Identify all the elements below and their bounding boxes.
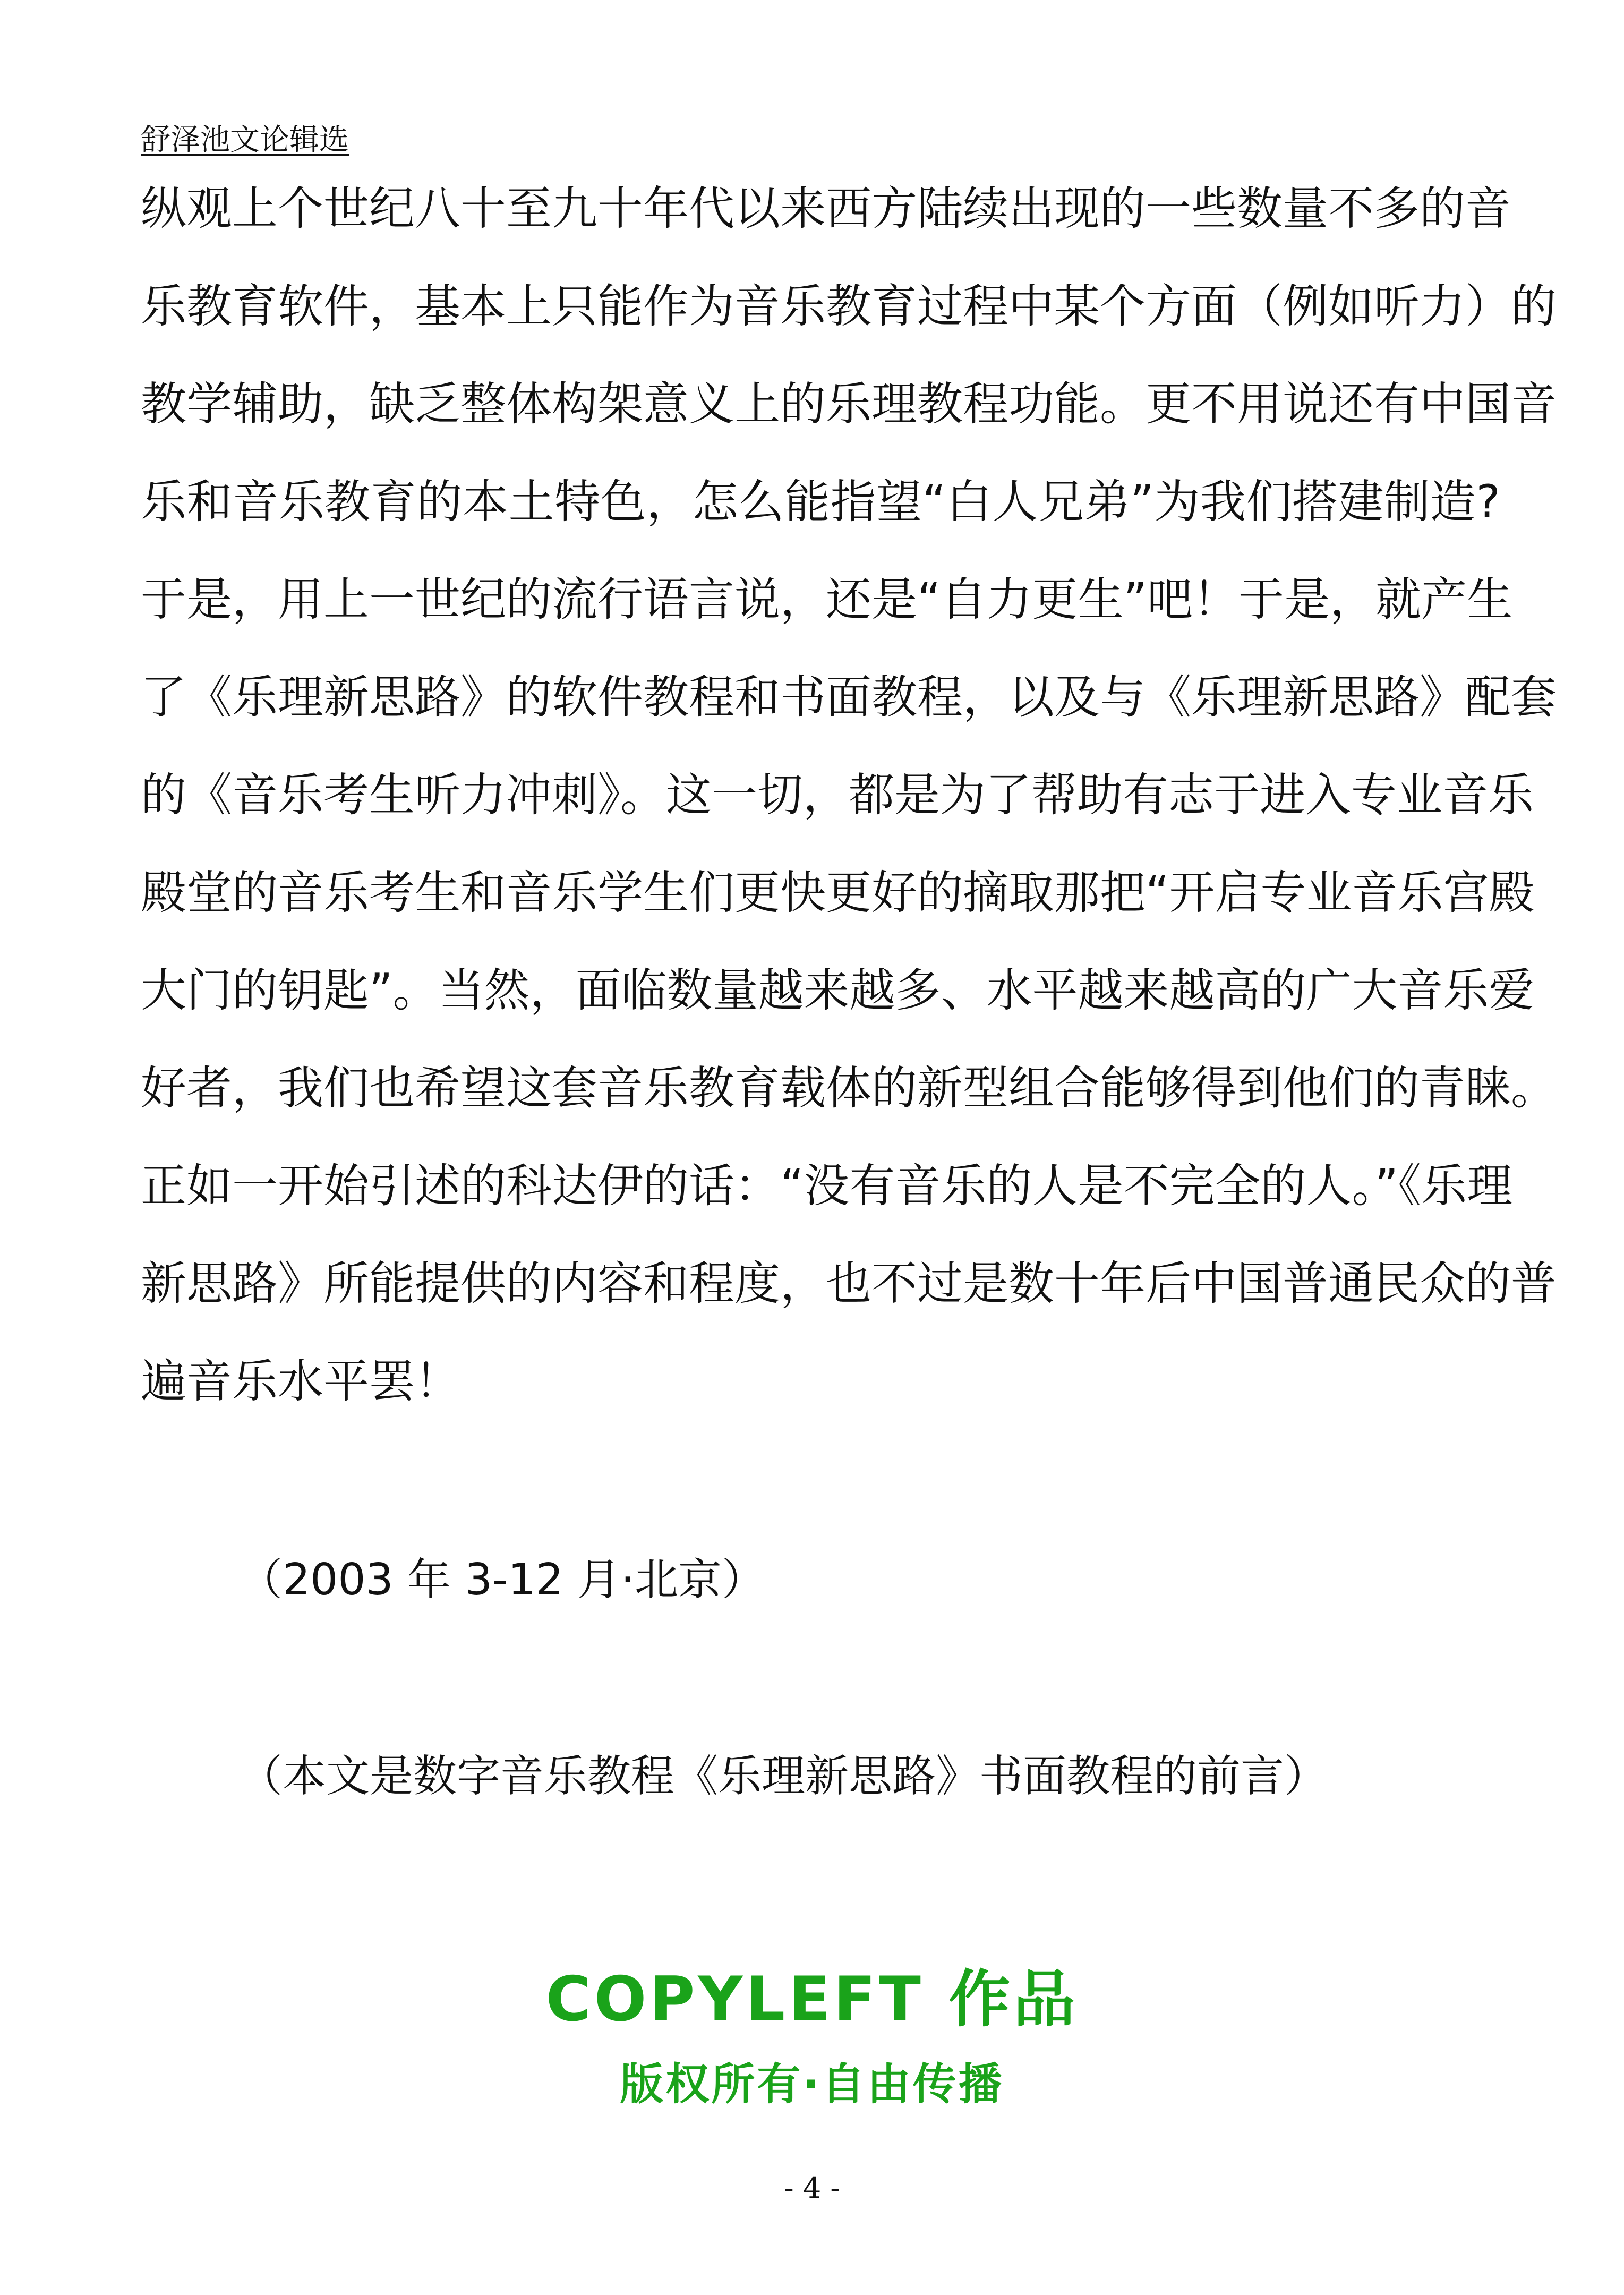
body-line: 教学辅助，缺乏整体构架意义上的乐理教程功能。更不用说还有中国音 [141, 378, 1557, 431]
body-line: 乐教育软件，基本上只能作为音乐教育过程中某个方面（例如听力）的 [141, 280, 1557, 333]
running-header: 舒泽池文论辑选 [141, 123, 349, 157]
body-line: 乐和音乐教育的本土特色，怎么能指望“白人兄弟”为我们搭建制造? [141, 475, 1500, 528]
body-line: 正如一开始引述的科达伊的话：“没有音乐的人是不完全的人。”《乐理 [141, 1159, 1513, 1213]
body-line: 遍音乐水平罢！ [141, 1355, 460, 1408]
body-line: 纵观上个世纪八十至九十年代以来西方陆续出现的一些数量不多的音 [141, 182, 1511, 235]
body-line: 大门的钥匙”。当然，面临数量越来越多、水平越来越高的广大音乐爱 [141, 964, 1535, 1017]
body-line: 于是，用上一世纪的流行语言说，还是“自力更生”吧！于是，就产生 [141, 573, 1513, 626]
body-line: 新思路》所能提供的内容和程度，也不过是数十年后中国普通民众的普 [141, 1257, 1557, 1310]
body-paragraph [141, 170, 1557, 1440]
body-line: 殿堂的音乐考生和音乐学生们更快更好的摘取那把“开启专业音乐宫殿 [141, 866, 1535, 919]
date-note: （2003 年 3-12 月·北京） [239, 1555, 766, 1605]
copyleft-subtitle: 版权所有·自由传播 [620, 2059, 1004, 2110]
body-line: 的《音乐考生听力冲刺》。这一切，都是为了帮助有志于进入专业音乐 [141, 769, 1534, 822]
body-line: 好者，我们也希望这套音乐教育载体的新型组合能够得到他们的青睐。 [141, 1062, 1557, 1115]
copyleft-title: COPYLEFT 作品 [545, 1964, 1079, 2035]
source-note: （本文是数字音乐教程《乐理新思路》书面教程的前言） [239, 1751, 1328, 1802]
body-line: 了《乐理新思路》的软件教程和书面教程，以及与《乐理新思路》配套 [141, 671, 1557, 724]
page-number: - 4 - [784, 2171, 840, 2205]
